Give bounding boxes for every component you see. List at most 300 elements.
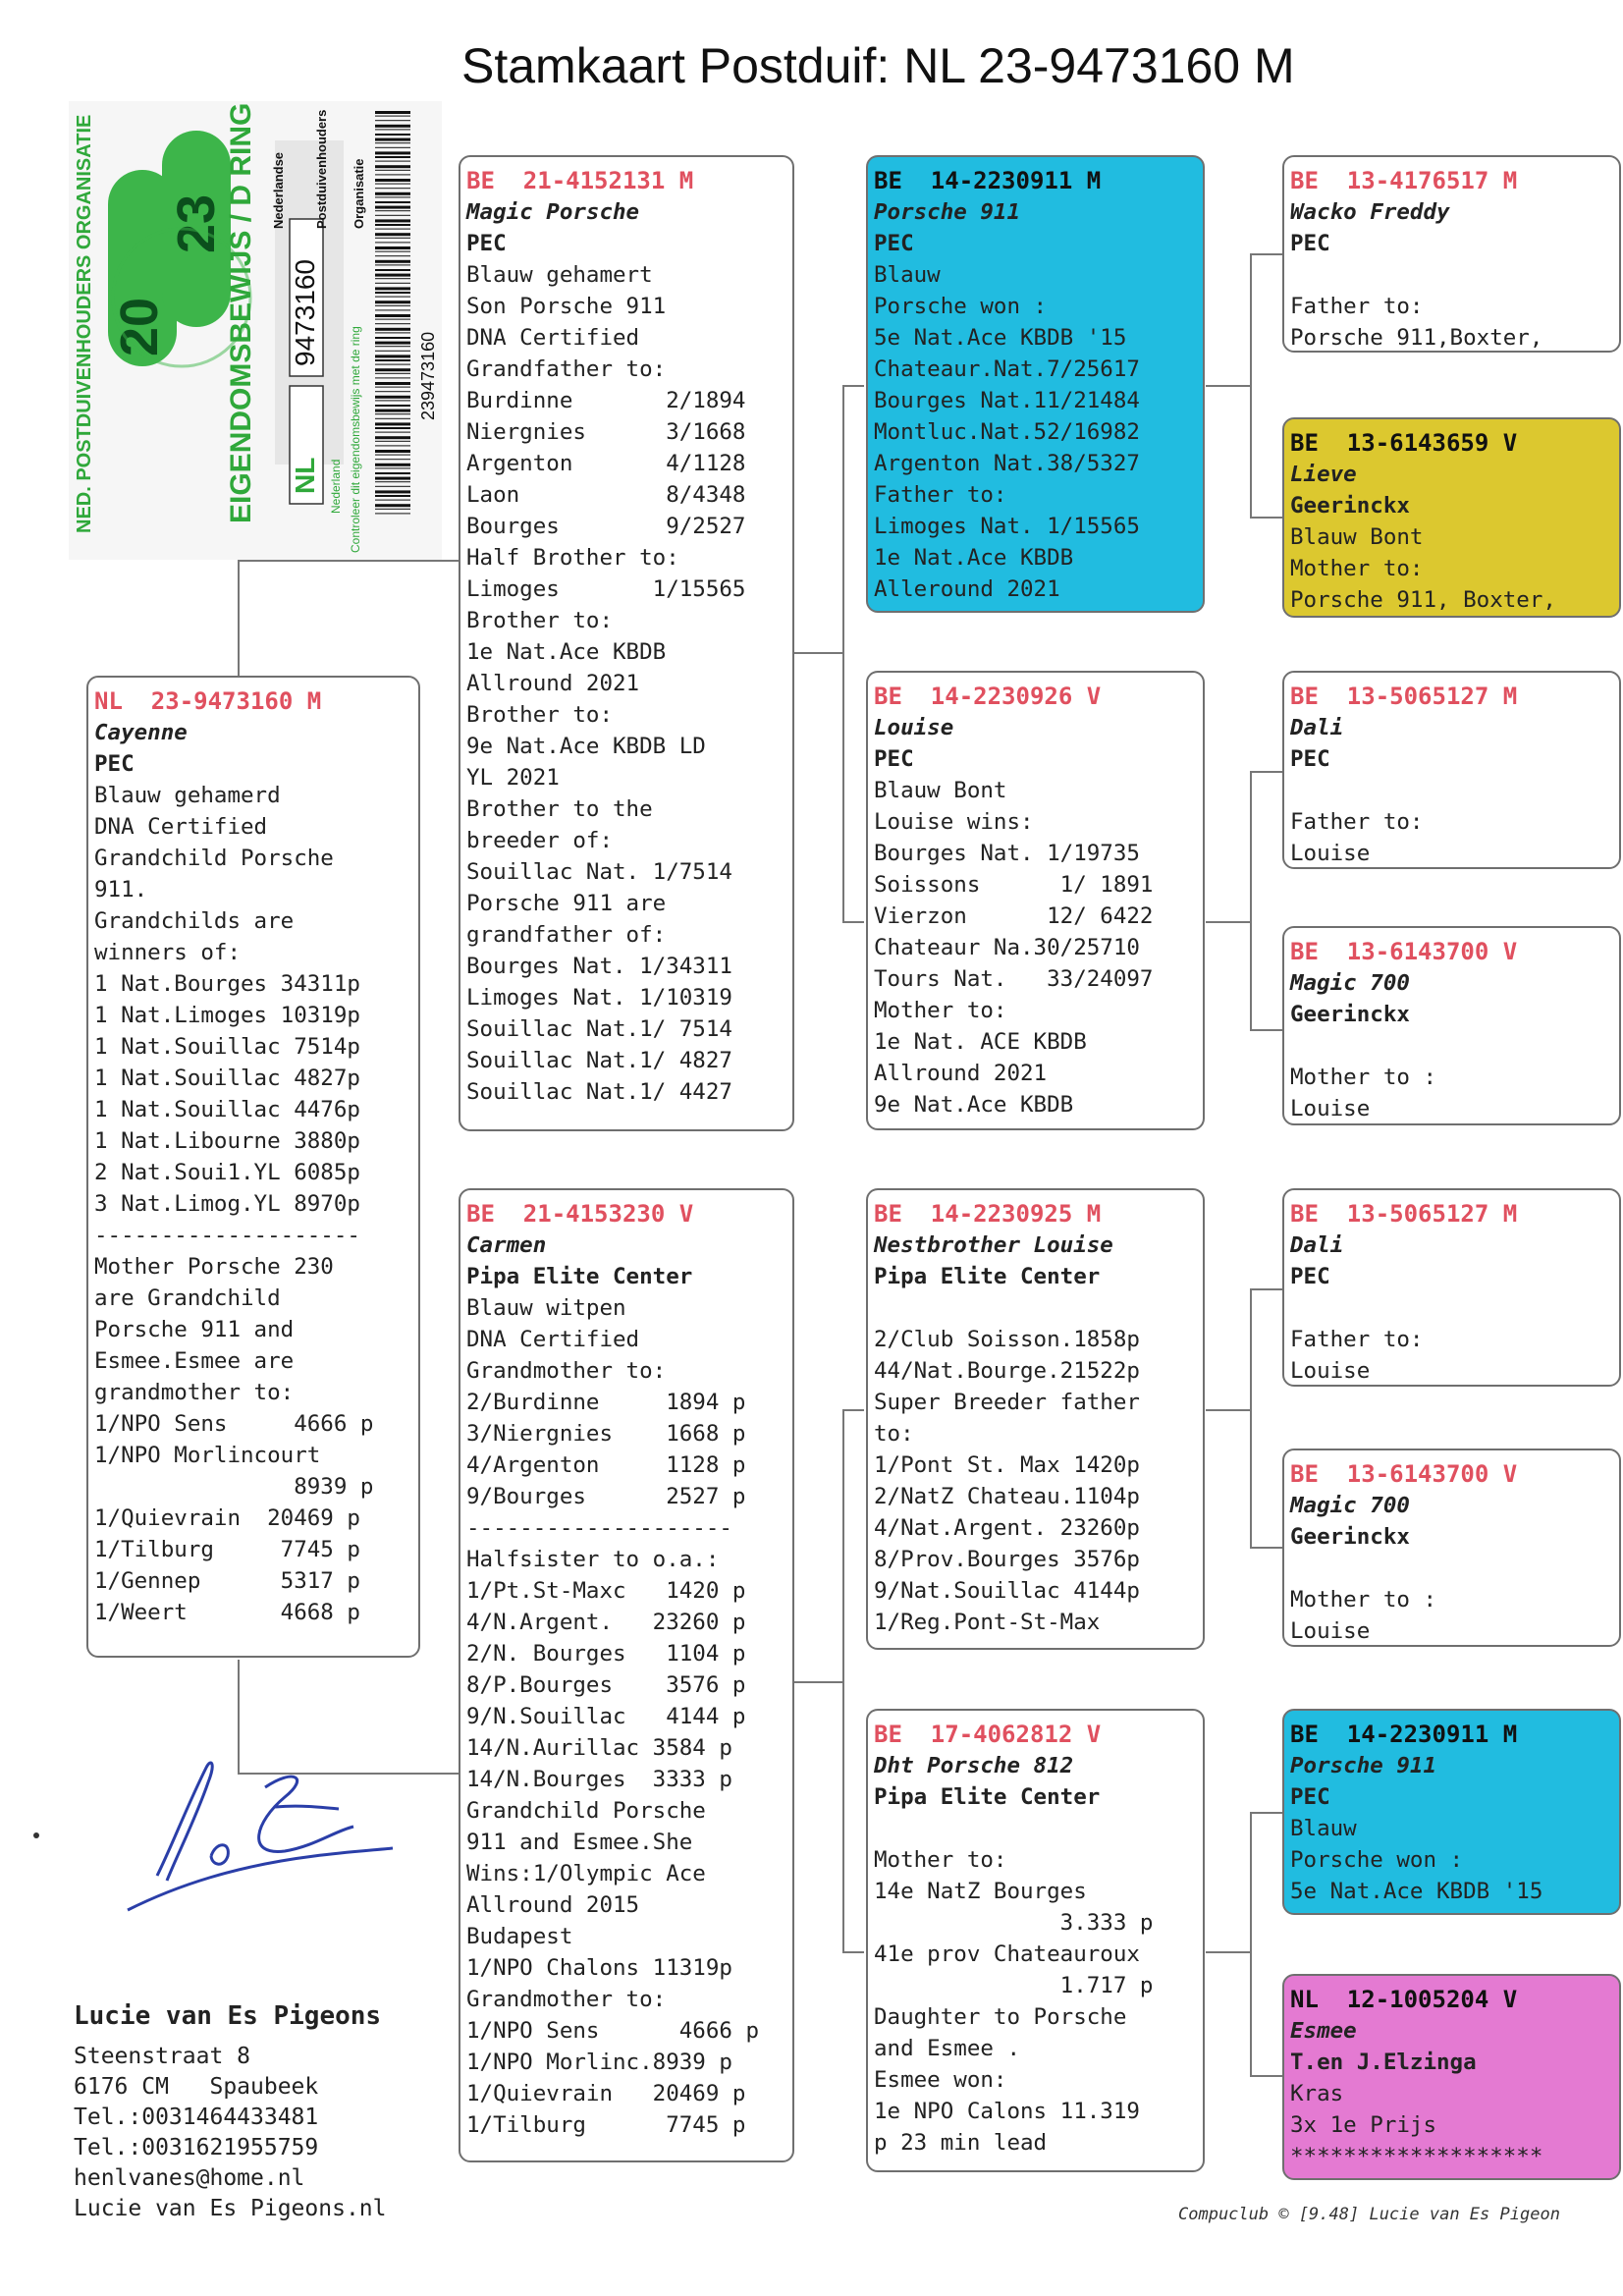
ring-number: BE 13-6143700 V bbox=[1290, 1460, 1518, 1488]
pedigree-line: 2/Burdinne 1894 p bbox=[466, 1390, 746, 1415]
barcode-bar bbox=[375, 170, 410, 171]
pedigree-line: 1/Gennep 5317 p bbox=[94, 1568, 360, 1594]
pedigree-line: Porsche 911 are bbox=[466, 891, 667, 916]
pedigree-line: 1 Nat.Bourges 34311p bbox=[94, 971, 360, 997]
pedigree-line: Louise bbox=[1290, 841, 1371, 866]
pedigree-line: 2/N. Bourges 1104 p bbox=[466, 1641, 746, 1667]
pedigree-line: 4/N.Argent. 23260 p bbox=[466, 1610, 746, 1635]
pedigree-line: Grandchild Porsche bbox=[94, 846, 334, 871]
breeder-name: PEC bbox=[874, 231, 914, 256]
pigeon-card-mmf bbox=[1282, 1709, 1621, 1915]
contact-phone: Tel.:0031621955759 bbox=[74, 2135, 319, 2160]
barcode-bar bbox=[375, 422, 410, 425]
pedigree-line: Bourges 9/2527 bbox=[466, 514, 746, 539]
pigeon-card-mmm bbox=[1282, 1974, 1621, 2180]
pigeon-card-mfm bbox=[1282, 1449, 1621, 1647]
connector bbox=[1250, 1029, 1282, 1031]
barcode-bar bbox=[375, 413, 410, 414]
barcode-bar bbox=[375, 224, 410, 226]
barcode-bar bbox=[375, 441, 410, 442]
pedigree-line: 911. bbox=[94, 877, 148, 902]
pigeon-card-mff bbox=[1282, 1188, 1621, 1387]
barcode-bar bbox=[375, 242, 410, 243]
pedigree-line: 14/N.Bourges 3333 p bbox=[466, 1767, 732, 1792]
pigeon-card-father-father bbox=[866, 155, 1205, 613]
barcode-bar bbox=[375, 116, 410, 117]
barcode-bar bbox=[375, 260, 410, 263]
barcode-bar bbox=[375, 486, 410, 487]
breeder-name: Geerinckx bbox=[1290, 493, 1410, 519]
barcode-bar bbox=[375, 134, 410, 136]
connector bbox=[1206, 385, 1252, 387]
pedigree-line bbox=[1290, 259, 1613, 291]
ring-number: BE 17-4062812 V bbox=[874, 1721, 1102, 1748]
pedigree-line bbox=[874, 1292, 1197, 1324]
pedigree-line: Daughter to Porsche bbox=[874, 2004, 1127, 2030]
pedigree-line: Limoges Nat. 1/15565 bbox=[874, 514, 1140, 539]
breeder-name: PEC bbox=[1290, 231, 1330, 256]
pedigree-line: Son Porsche 911 bbox=[466, 294, 667, 319]
connector bbox=[1206, 1951, 1252, 1953]
ring-number: NL 12-1005204 V bbox=[1290, 1986, 1518, 2013]
pedigree-line: Budapest bbox=[466, 1924, 573, 1949]
pedigree-line: 14/N.Aurillac 3584 p bbox=[466, 1735, 732, 1761]
pedigree-line: 3 Nat.Limog.YL 8970p bbox=[94, 1191, 360, 1217]
barcode-bar bbox=[375, 509, 410, 510]
pedigree-line: ******************* bbox=[1290, 2144, 1543, 2169]
certificate-year-right: 23 bbox=[167, 193, 226, 253]
connector bbox=[1250, 2075, 1282, 2077]
pigeon-name: Lieve bbox=[1290, 462, 1357, 487]
barcode-bar bbox=[375, 436, 410, 439]
barcode-bar bbox=[375, 129, 410, 130]
pigeon-name: Dali bbox=[1290, 1232, 1344, 1258]
pedigree-line: Niergnies 3/1668 bbox=[466, 419, 746, 445]
barcode-bar bbox=[375, 332, 410, 333]
barcode-bar bbox=[375, 373, 410, 374]
pedigree-line: are Grandchild bbox=[94, 1285, 281, 1311]
pedigree-line: Bourges Nat. 1/34311 bbox=[466, 954, 732, 979]
pedigree-line: Blauw witpen bbox=[466, 1295, 626, 1321]
pedigree-line: Burdinne 2/1894 bbox=[466, 388, 746, 413]
pedigree-line: grandfather of: bbox=[466, 922, 667, 948]
barcode-bar bbox=[375, 400, 410, 401]
breeder-name: Geerinckx bbox=[1290, 1524, 1410, 1550]
pedigree-line: YL 2021 bbox=[466, 765, 560, 791]
pedigree-line: Argenton 4/1128 bbox=[466, 451, 746, 476]
connector bbox=[238, 560, 240, 676]
pedigree-line: Louise bbox=[1290, 1618, 1371, 1644]
pedigree-line: Father to: bbox=[1290, 1327, 1424, 1352]
pedigree-line: 3x 1e Prijs bbox=[1290, 2112, 1437, 2138]
connector bbox=[1250, 771, 1282, 773]
certificate-number: 9473160 bbox=[290, 258, 320, 366]
ring-number: BE 14-2230911 M bbox=[1290, 1721, 1518, 1748]
pedigree-line: 911 and Esmee.She bbox=[466, 1830, 693, 1855]
pedigree-line: 1 Nat.Limoges 10319p bbox=[94, 1003, 360, 1028]
connector bbox=[1250, 1288, 1282, 1290]
pedigree-line: to: bbox=[874, 1421, 914, 1447]
pedigree-line: Blauw gehamert bbox=[466, 262, 653, 288]
ownership-certificate bbox=[69, 101, 442, 560]
barcode-bar bbox=[375, 455, 410, 456]
pedigree-line: 4/Argenton 1128 p bbox=[466, 1452, 746, 1478]
pedigree-line: Esmee won: bbox=[874, 2067, 1007, 2093]
barcode-bar bbox=[375, 161, 410, 162]
barcode-bar bbox=[375, 418, 410, 419]
connector bbox=[1250, 771, 1252, 1031]
pedigree-line: 1/Weert 4668 p bbox=[94, 1600, 360, 1625]
page-title: Stamkaart Postduif: NL 23-9473160 M bbox=[461, 38, 1295, 93]
barcode-bar bbox=[375, 215, 410, 216]
pedigree-line bbox=[1290, 1030, 1613, 1062]
pigeon-name: Magic Porsche bbox=[466, 199, 640, 225]
connector bbox=[1250, 253, 1282, 255]
pedigree-line: Half Brother to: bbox=[466, 545, 679, 571]
pedigree-line: DNA Certified bbox=[94, 814, 268, 840]
barcode-bar bbox=[375, 351, 410, 352]
pedigree-line: 4/Nat.Argent. 23260p bbox=[874, 1515, 1140, 1541]
pigeon-name: Dht Porsche 812 bbox=[874, 1753, 1074, 1778]
barcode-bar bbox=[375, 233, 410, 236]
barcode-bar bbox=[375, 179, 410, 182]
breeder-contact bbox=[74, 2001, 387, 2224]
pedigree-line: Souillac Nat. 1/7514 bbox=[466, 859, 732, 885]
pedigree-line: Mother to: bbox=[874, 998, 1007, 1023]
pedigree-line: Chateaur Na.30/25710 bbox=[874, 935, 1140, 960]
pedigree-line: Porsche 911, Boxter, bbox=[1290, 587, 1556, 613]
pedigree-line: Souillac Nat.1/ 4427 bbox=[466, 1079, 732, 1105]
connector bbox=[842, 385, 844, 923]
pedigree-line: 1/Quievrain 20469 p bbox=[466, 2081, 746, 2106]
pedigree-line: Grandchilds are bbox=[94, 908, 295, 934]
certificate-country-word: Nederland bbox=[329, 459, 343, 514]
pedigree-line bbox=[1290, 775, 1613, 806]
pedigree-line: Soissons 1/ 1891 bbox=[874, 872, 1154, 898]
pedigree-line: 1 Nat.Libourne 3880p bbox=[94, 1128, 360, 1154]
pedigree-line: 5e Nat.Ace KBDB '15 bbox=[1290, 1879, 1543, 1904]
pedigree-line: Halfsister to o.a.: bbox=[466, 1547, 720, 1572]
pedigree-line: 1/Tilburg 7745 p bbox=[466, 2112, 746, 2138]
pigeon-card-mother-mother bbox=[866, 1709, 1205, 2172]
pedigree-line: Kras bbox=[1290, 2081, 1344, 2106]
pedigree-line: Allround 2021 bbox=[466, 671, 640, 696]
barcode-bar bbox=[375, 165, 410, 168]
certificate-year-left: 20 bbox=[110, 297, 169, 356]
pedigree-line: 9/N.Souillac 4144 p bbox=[466, 1704, 746, 1729]
pedigree-line: 1 Nat.Souillac 4827p bbox=[94, 1066, 360, 1091]
pedigree-line: Father to: bbox=[1290, 294, 1424, 319]
pedigree-line: Brother to: bbox=[466, 608, 614, 633]
certificate-country: NL bbox=[290, 457, 320, 494]
breeder-name: PEC bbox=[1290, 1784, 1330, 1810]
connector bbox=[1250, 517, 1282, 519]
pedigree-line: 1/Pont St. Max 1420p bbox=[874, 1452, 1140, 1478]
signature bbox=[118, 1748, 403, 1919]
certificate-legend-2: Postduivenhouders bbox=[314, 109, 329, 229]
pedigree-line: Esmee.Esmee are bbox=[94, 1348, 295, 1374]
speck bbox=[33, 1832, 39, 1838]
pedigree-line: 1e Nat.Ace KBDB bbox=[466, 639, 667, 665]
ring-number: BE 13-6143700 V bbox=[1290, 938, 1518, 965]
connector bbox=[842, 921, 864, 923]
barcode-bar bbox=[375, 142, 410, 143]
barcode-bar bbox=[375, 328, 410, 331]
barcode-bar bbox=[375, 314, 410, 317]
pedigree-line: Grandmother to: bbox=[466, 1358, 667, 1384]
pedigree-line: Souillac Nat.1/ 4827 bbox=[466, 1048, 732, 1073]
pedigree-line: Super Breeder father bbox=[874, 1390, 1140, 1415]
barcode-bar bbox=[375, 368, 410, 371]
pedigree-line: Blauw bbox=[874, 262, 941, 288]
barcode-bar bbox=[375, 495, 410, 497]
pedigree-line bbox=[1290, 1292, 1613, 1324]
pedigree-line: 5e Nat.Ace KBDB '15 bbox=[874, 325, 1127, 351]
pedigree-line: Limoges 1/15565 bbox=[466, 576, 746, 602]
pedigree-line: Tours Nat. 33/24097 bbox=[874, 966, 1154, 992]
pedigree-line: Mother to: bbox=[874, 1847, 1007, 1873]
barcode-bar bbox=[375, 283, 410, 284]
pedigree-line: -------------------- bbox=[466, 1515, 732, 1541]
barcode-bar bbox=[375, 192, 410, 195]
contact-name: Lucie van Es Pigeons bbox=[74, 2001, 382, 2031]
pedigree-line: Wins:1/Olympic Ace bbox=[466, 1861, 706, 1886]
barcode-bar bbox=[375, 504, 410, 507]
barcode-bar bbox=[375, 342, 410, 345]
connector bbox=[842, 385, 864, 387]
connector bbox=[1206, 1409, 1252, 1411]
breeder-name: Pipa Elite Center bbox=[874, 1784, 1101, 1810]
pigeon-name: Esmee bbox=[1290, 2018, 1357, 2044]
pedigree-line: 8/P.Bourges 3576 p bbox=[466, 1672, 746, 1698]
barcode-bar bbox=[375, 477, 410, 480]
barcode-bar bbox=[375, 269, 410, 271]
pedigree-line: 2 Nat.Soui1.YL 6085p bbox=[94, 1160, 360, 1185]
barcode-bar bbox=[375, 464, 410, 466]
connector bbox=[1250, 1812, 1252, 2077]
barcode-bar bbox=[375, 196, 410, 197]
barcode-bar bbox=[375, 319, 410, 320]
pedigree-line: 1e Nat.Ace KBDB bbox=[874, 545, 1074, 571]
barcode-bar bbox=[375, 405, 410, 407]
ring-number: BE 14-2230911 M bbox=[874, 167, 1102, 194]
breeder-name: PEC bbox=[874, 746, 914, 772]
pedigree-line: Louise bbox=[1290, 1096, 1371, 1121]
pedigree-line: 2/Club Soisson.1858p bbox=[874, 1327, 1140, 1352]
pigeon-name: Louise bbox=[874, 715, 954, 740]
barcode-bar bbox=[375, 309, 410, 310]
pigeon-card-mother-father bbox=[866, 1188, 1205, 1650]
barcode-bar bbox=[375, 364, 410, 365]
connector bbox=[793, 652, 844, 654]
barcode-bar bbox=[375, 147, 410, 148]
pedigree-line: 3.333 p bbox=[874, 1910, 1154, 1936]
pigeon-name: Porsche 911 bbox=[1290, 1753, 1437, 1778]
pedigree-line: Mother to : bbox=[1290, 1587, 1437, 1613]
barcode-bar bbox=[375, 337, 410, 339]
pedigree-line: Blauw Bont bbox=[874, 778, 1007, 803]
barcode-bar bbox=[375, 188, 410, 189]
pedigree-line: winners of: bbox=[94, 940, 242, 965]
pedigree-line: Mother to : bbox=[1290, 1065, 1437, 1090]
barcode-bar bbox=[375, 174, 410, 175]
pedigree-line: 1e Nat. ACE KBDB bbox=[874, 1029, 1087, 1055]
breeder-name: Geerinckx bbox=[1290, 1002, 1410, 1027]
pedigree-line: 1/NPO Sens 4666 p bbox=[466, 2018, 760, 2044]
certificate-legend-3: Organisatie bbox=[352, 158, 366, 229]
barcode-bar bbox=[375, 278, 410, 279]
contact-phone: Tel.:0031464433481 bbox=[74, 2105, 319, 2130]
barcode-bar bbox=[375, 292, 410, 294]
barcode-bar bbox=[375, 184, 410, 185]
ring-number: BE 14-2230925 M bbox=[874, 1200, 1102, 1228]
pedigree-line: 2/NatZ Chateau.1104p bbox=[874, 1484, 1140, 1509]
pedigree-line: Mother Porsche 230 bbox=[94, 1254, 334, 1280]
ring-number: BE 21-4153230 V bbox=[466, 1200, 694, 1228]
barcode-bar bbox=[375, 210, 410, 211]
pigeon-card-fff bbox=[1282, 155, 1621, 353]
barcode-bar bbox=[375, 432, 410, 433]
pedigree-line: p 23 min lead bbox=[874, 2130, 1048, 2156]
barcode-bar bbox=[375, 410, 410, 412]
ring-number: BE 13-6143659 V bbox=[1290, 429, 1518, 457]
pedigree-line: 1 Nat.Souillac 7514p bbox=[94, 1034, 360, 1060]
barcode-bar bbox=[375, 255, 410, 256]
connector bbox=[1206, 921, 1252, 923]
pedigree-line: Allround 2021 bbox=[874, 1061, 1048, 1086]
pedigree-line: 9/Nat.Souillac 4144p bbox=[874, 1578, 1140, 1604]
barcode-bar bbox=[375, 513, 410, 514]
pedigree-line: Porsche 911 and bbox=[94, 1317, 295, 1342]
pedigree-line: 1.717 p bbox=[874, 1973, 1154, 1998]
pedigree-line: 1e NPO Calons 11.319 bbox=[874, 2099, 1140, 2124]
barcode-bar bbox=[375, 301, 410, 303]
contact-website: Lucie van Es Pigeons.nl bbox=[74, 2196, 387, 2221]
barcode-bar bbox=[375, 459, 410, 460]
pedigree-line: DNA Certified bbox=[466, 325, 640, 351]
connector bbox=[793, 1681, 844, 1683]
pedigree-line: 41e prov Chateauroux bbox=[874, 1941, 1140, 1967]
connector bbox=[842, 1409, 864, 1411]
certificate-ring-label: EIGENDOMSBEWIJS / D RING bbox=[225, 102, 257, 523]
pedigree-line: Chateaur.Nat.7/25617 bbox=[874, 356, 1140, 382]
pedigree-line: 1/Tilburg 7745 p bbox=[94, 1537, 360, 1562]
pedigree-line: 9/Bourges 2527 p bbox=[466, 1484, 746, 1509]
pedigree-line: 3/Niergnies 1668 p bbox=[466, 1421, 746, 1447]
ring-number: BE 13-5065127 M bbox=[1290, 1200, 1518, 1228]
footer-credit: Compuclub © [9.48] Lucie van Es Pigeon bbox=[1178, 2205, 1560, 2224]
pedigree-line: Grandmother to: bbox=[466, 1987, 667, 2012]
barcode-bar bbox=[375, 467, 410, 468]
barcode-bar bbox=[375, 427, 410, 429]
breeder-name: T.en J.Elzinga bbox=[1290, 2050, 1477, 2075]
breeder-name: Pipa Elite Center bbox=[874, 1264, 1101, 1289]
pedigree-line: DNA Certified bbox=[466, 1327, 640, 1352]
connector bbox=[1250, 1812, 1282, 1814]
pedigree-line: Argenton Nat.38/5327 bbox=[874, 451, 1140, 476]
barcode-bar bbox=[375, 238, 410, 239]
pedigree-line: 9e Nat.Ace KBDB LD bbox=[466, 734, 706, 759]
pedigree-line: and Esmee . bbox=[874, 2036, 1021, 2061]
barcode-bar bbox=[375, 500, 410, 501]
barcode-bar bbox=[375, 111, 410, 114]
pigeon-card-subject bbox=[86, 676, 420, 1658]
pedigree-line: Alleround 2021 bbox=[874, 576, 1060, 602]
pedigree-line: Bourges Nat. 1/19735 bbox=[874, 841, 1140, 866]
pedigree-line: Louise bbox=[1290, 1358, 1371, 1384]
pigeon-name: Dali bbox=[1290, 715, 1344, 740]
barcode-bar bbox=[375, 382, 410, 385]
pigeon-name: Porsche 911 bbox=[874, 199, 1021, 225]
pigeon-name: Cayenne bbox=[94, 720, 188, 745]
pedigree-line: 8/Prov.Bourges 3576p bbox=[874, 1547, 1140, 1572]
pedigree-line: 1/Quievrain 20469 p bbox=[94, 1505, 360, 1531]
barcode-bar bbox=[375, 156, 410, 158]
barcode-bar bbox=[375, 125, 410, 128]
pigeon-card-ffm bbox=[1282, 417, 1621, 618]
breeder-name: PEC bbox=[466, 231, 507, 256]
barcode-bar bbox=[375, 305, 410, 306]
pedigree-line: Blauw bbox=[1290, 1816, 1357, 1841]
pigeon-name: Magic 700 bbox=[1290, 1493, 1410, 1518]
certificate-org: NED. POSTDUIVENHOUDERS ORGANISATIE bbox=[74, 114, 95, 533]
connector bbox=[842, 1951, 864, 1953]
pedigree-line: Allround 2015 bbox=[466, 1892, 640, 1918]
pedigree-line: grandmother to: bbox=[94, 1380, 295, 1405]
barcode-bar bbox=[375, 297, 410, 298]
barcode-bar bbox=[375, 391, 410, 392]
pedigree-line: 1/NPO Morlincourt bbox=[94, 1443, 321, 1468]
barcode-bar bbox=[375, 472, 410, 474]
pedigree-line: Vierzon 12/ 6422 bbox=[874, 903, 1154, 929]
certificate-note: Controleer dit eigendomsbewijs met de ring bbox=[349, 326, 362, 553]
barcode-bar bbox=[375, 138, 410, 141]
barcode-bar bbox=[375, 359, 410, 361]
certificate-barcode-number: 239473160 bbox=[418, 331, 438, 420]
barcode-bar bbox=[375, 445, 410, 446]
ring-number: BE 13-5065127 M bbox=[1290, 683, 1518, 710]
barcode-bar bbox=[375, 206, 410, 209]
pedigree-line: breeder of: bbox=[466, 828, 614, 853]
contact-email: henlvanes@home.nl bbox=[74, 2165, 305, 2191]
barcode-bar bbox=[375, 377, 410, 378]
pedigree-line bbox=[1290, 1553, 1613, 1584]
pedigree-line: Bourges Nat.11/21484 bbox=[874, 388, 1140, 413]
ring-number: BE 14-2230926 V bbox=[874, 683, 1102, 710]
contact-line: Steenstraat 8 bbox=[74, 2044, 251, 2069]
pigeon-card-mother bbox=[459, 1188, 794, 2162]
ring-number: BE 21-4152131 M bbox=[466, 167, 694, 194]
pedigree-line: Father to: bbox=[874, 482, 1007, 508]
barcode-bar bbox=[375, 201, 410, 203]
pigeon-name: Wacko Freddy bbox=[1290, 199, 1450, 225]
pedigree-line: 1/Pt.St-Maxc 1420 p bbox=[466, 1578, 746, 1604]
barcode-bar bbox=[375, 387, 410, 388]
pedigree-line: 1/NPO Sens 4666 p bbox=[94, 1411, 374, 1437]
pigeon-name: Magic 700 bbox=[1290, 970, 1410, 996]
pigeon-name: Nestbrother Louise bbox=[874, 1232, 1113, 1258]
pedigree-line: Louise wins: bbox=[874, 809, 1034, 835]
barcode-bar bbox=[375, 246, 410, 249]
pedigree-line: Porsche won : bbox=[874, 294, 1048, 319]
pedigree-line: Souillac Nat.1/ 7514 bbox=[466, 1016, 732, 1042]
barcode-bar bbox=[375, 264, 410, 265]
pigeon-name: Carmen bbox=[466, 1232, 547, 1258]
pedigree-line: 1/NPO Chalons 11319p bbox=[466, 1955, 732, 1981]
pedigree-line: 1/NPO Morlinc.8939 p bbox=[466, 2050, 732, 2075]
pedigree-line: 9e Nat.Ace KBDB bbox=[874, 1092, 1074, 1118]
pedigree-line: Porsche 911,Boxter, bbox=[1290, 325, 1543, 351]
